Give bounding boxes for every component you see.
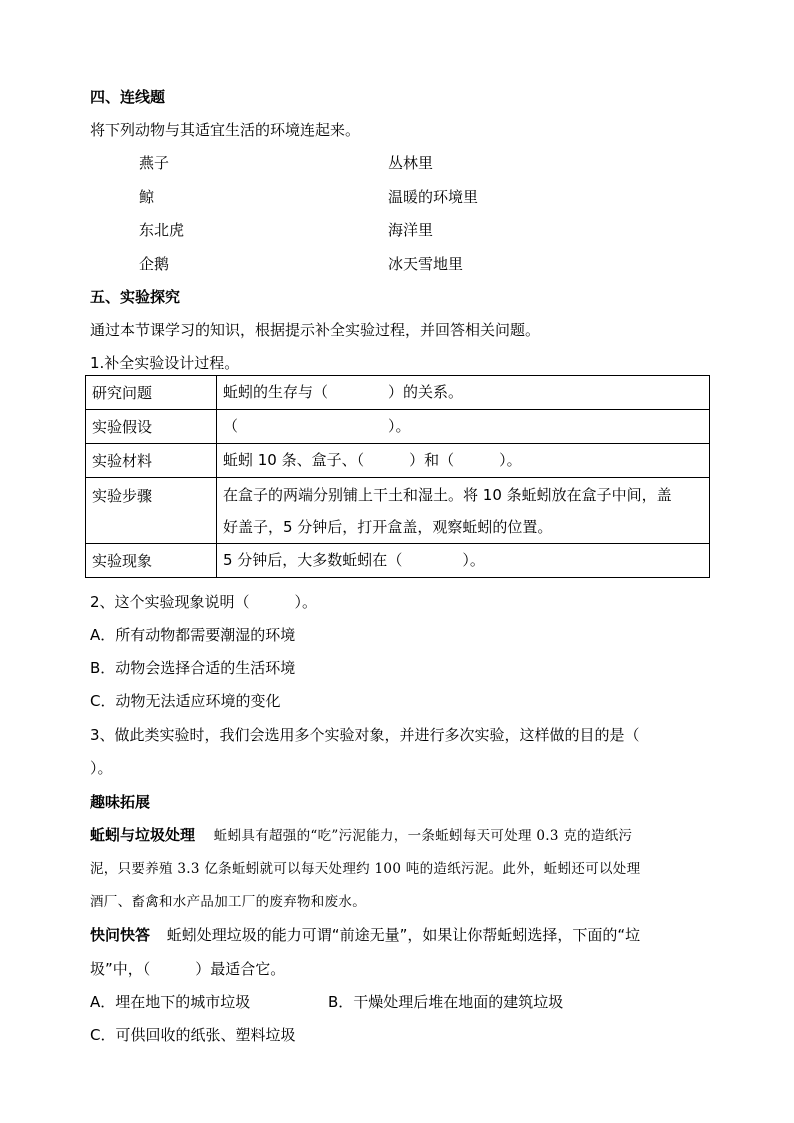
quiz-line — [90, 925, 640, 945]
quiz-title: 快问快答 — [90, 926, 151, 944]
table-row — [86, 544, 710, 578]
article-text: 蚯蚓具有超强的“吃”污泥能力，一条蚯蚓每天可处理 0.3 克的造纸污 — [213, 828, 633, 844]
question-3-line1: 3、做此类实验时，我们会选用多个实验对象，并进行多次实验，这样做的目的是（ — [90, 726, 640, 744]
question-1: 1.补全实验设计过程。 — [90, 354, 240, 372]
table-row — [86, 410, 710, 444]
table-value: 蚯蚓的生存与（ ）的关系。 — [217, 376, 710, 410]
table-label: 实验假设 — [86, 410, 217, 444]
quiz-option-b: B．干燥处理后堆在地面的建筑垃圾 — [328, 993, 564, 1011]
environment-item: 冰天雪地里 — [388, 255, 464, 273]
section5-instruction: 通过本节课学习的知识，根据提示补全实验过程，并回答相关问题。 — [90, 321, 541, 339]
table-value — [217, 478, 710, 544]
quiz-option-c: C．可供回收的纸张、塑料垃圾 — [90, 1026, 296, 1044]
option-a: A．所有动物都需要潮湿的环境 — [90, 626, 296, 644]
environment-item: 海洋里 — [388, 221, 434, 239]
environment-item: 丛林里 — [388, 154, 434, 172]
section4-instruction: 将下列动物与其适宜生活的环境连起来。 — [90, 121, 361, 139]
table-label: 研究问题 — [86, 376, 217, 410]
article-title: 蚯蚓与垃圾处理 — [90, 826, 196, 844]
section5-heading: 五、实验探究 — [90, 288, 181, 306]
article-line: 酒厂、畜禽和水产品加工厂的废弃物和废水。 — [90, 894, 366, 910]
section4-heading: 四、连线题 — [90, 88, 166, 106]
article-line: 泥，只要养殖 3.3 亿条蚯蚓就可以每天处理约 100 吨的造纸污泥。此外，蚯蚓还可以处理 — [90, 861, 641, 877]
animal-item: 企鹅 — [139, 255, 170, 273]
quiz-text: 蚯蚓处理垃圾的能力可谓“前途无量”，如果让你帮蚯蚓选择，下面的“垃 — [166, 926, 641, 944]
table-label: 实验材料 — [86, 444, 217, 478]
table-value: 蚯蚓 10 条、盒子、（ ）和（ ）。 — [217, 444, 710, 478]
animal-item: 燕子 — [139, 154, 170, 172]
animal-item: 东北虎 — [139, 221, 185, 239]
article-line — [90, 825, 632, 846]
table-label: 实验现象 — [86, 544, 217, 578]
experiment-table — [85, 375, 710, 578]
question-2: 2、这个实验现象说明（ ）。 — [90, 593, 318, 611]
table-label: 实验步骤 — [86, 478, 217, 544]
table-value-line: 好盖子，5 分钟后，打开盒盖，观察蚯蚓的位置。 — [223, 517, 553, 536]
option-c: C．动物无法适应环境的变化 — [90, 692, 281, 710]
question-3-line2: ）。 — [90, 759, 113, 777]
quiz-line: 圾”中，（ ）最适合它。 — [90, 960, 286, 978]
animal-item: 鲸 — [139, 188, 155, 206]
table-row — [86, 478, 710, 544]
quiz-option-a: A．埋在地下的城市垃圾 — [90, 993, 251, 1011]
extension-heading: 趣味拓展 — [90, 793, 151, 811]
table-row — [86, 376, 710, 410]
table-value-line: 在盒子的两端分别铺上干土和湿土。将 10 条蚯蚓放在盒子中间，盖 — [223, 485, 672, 504]
table-row — [86, 444, 710, 478]
option-b: B．动物会选择合适的生活环境 — [90, 659, 296, 677]
table-value: 5 分钟后，大多数蚯蚓在（ ）。 — [217, 544, 710, 578]
environment-item: 温暖的环境里 — [388, 188, 479, 206]
table-value: （ ）。 — [217, 410, 710, 444]
